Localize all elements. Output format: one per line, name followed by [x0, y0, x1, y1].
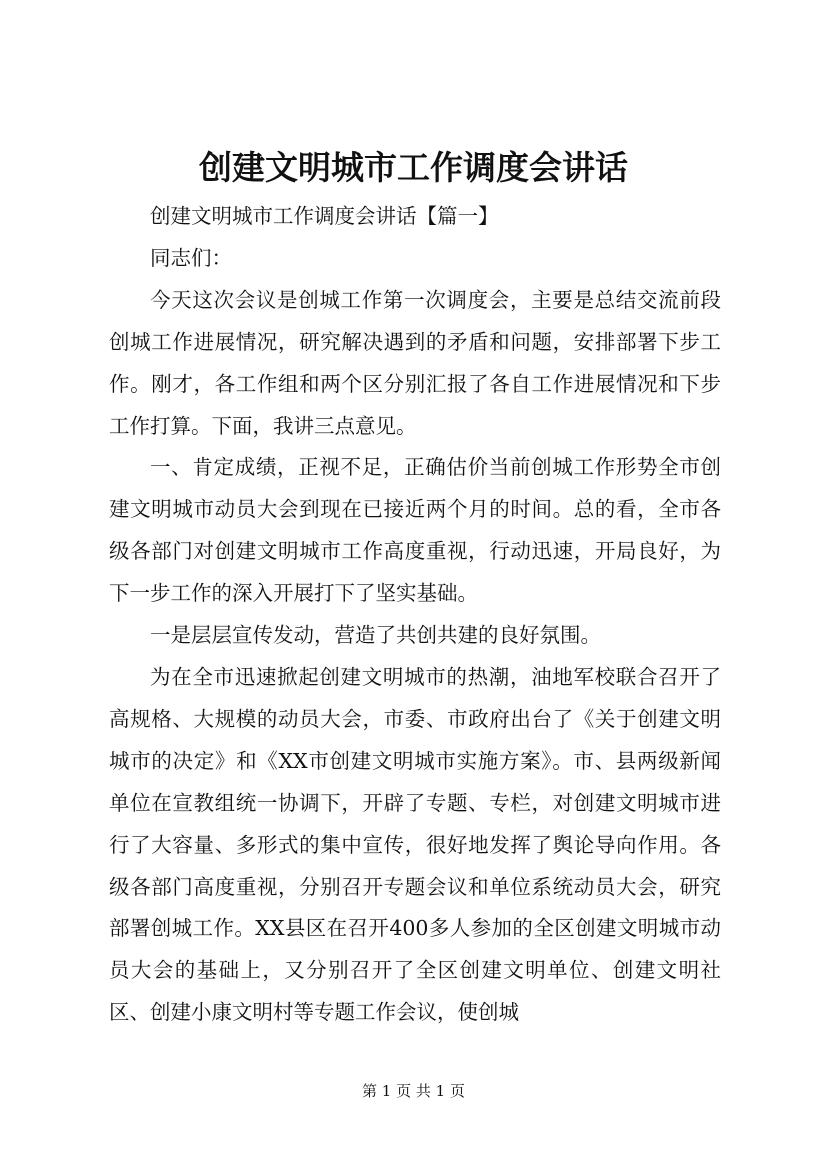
- salutation: 同志们：: [150, 245, 232, 270]
- page-footer: 第 1 页 共 1 页: [362, 1082, 465, 1100]
- body-paragraph: 一是层层宣传发动，营造了共创共建的良好氛围。: [150, 623, 601, 648]
- body-paragraph: 一、肯定成绩，正视不足，正确估价当前创城工作形势全市创建文明城市动员大会到现在已接近两个月的时间。总的看，全市各级各部门对创建文明城市工作高度重视，行动迅速，开局良好，为下一步工作的深入开展打下了坚实基础。: [109, 455, 721, 606]
- document-title: 创建文明城市工作调度会讲话: [199, 148, 628, 187]
- document-body: [109, 196, 721, 1034]
- body-paragraph: 今天这次会议是创城工作第一次调度会，主要是总结交流前段创城工作进展情况，研究解决遇到的矛盾和问题，安排部署下步工作。刚才，各工作组和两个区分别汇报了各自工作进展情况和下步工作打算。下面，我讲三点意见。: [109, 287, 721, 438]
- body-paragraph: 为在全市迅速掀起创建文明城市的热潮，油地军校联合召开了高规格、大规模的动员大会，市委、市政府出台了《关于创建文明城市的决定》和《XX市创建文明城市实施方案》。市、县两级新闻单位在宣教组统一协调下，开辟了专题、专栏，对创建文明城市进行了大容量、多形式的集中宣传，很好地发挥了舆论导向作用。各级各部门高度重视，分别召开专题会议和单位系统动员大会，研究部署创城工作。XX县区在召开400多人参加的全区创建文明城市动员大会的基础上，又分别召开了全区创建文明单位、创建文明社区、创建小康文明村等专题工作会议，使创城: [109, 664, 721, 1025]
- section-heading: 创建文明城市工作调度会讲话【篇一】: [150, 204, 499, 228]
